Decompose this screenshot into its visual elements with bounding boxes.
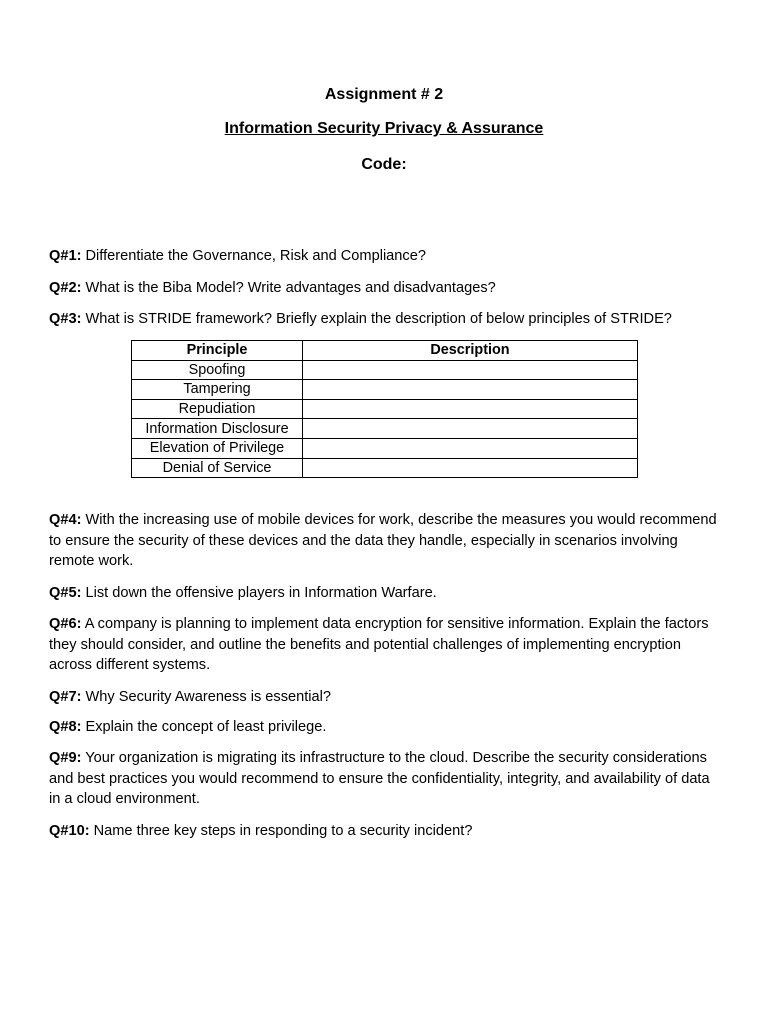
question-text: Explain the concept of least privilege. [81,719,327,735]
description-cell [303,380,638,400]
question-text: Differentiate the Governance, Risk and Compliance? [81,248,426,264]
question-text: Why Security Awareness is essential? [81,689,332,705]
principle-cell: Elevation of Privilege [132,438,303,458]
description-cell [303,438,638,458]
question-text: Name three key steps in responding to a security incident? [89,823,473,839]
question-number: Q#9: [49,750,82,766]
question-number: Q#8: [49,719,82,735]
principle-cell: Spoofing [132,360,303,380]
table-row [132,438,638,458]
table-row [132,419,638,439]
assignment-title: Assignment # 2 [324,86,444,103]
question-number: Q#5: [49,585,82,601]
principle-cell: Denial of Service [132,458,303,478]
question-8 [49,717,721,738]
question-9 [49,748,721,810]
column-header-principle: Principle [132,341,303,361]
question-4 [49,510,721,572]
question-number: Q#3: [49,311,82,327]
description-cell [303,360,638,380]
question-number: Q#2: [49,280,82,296]
question-3 [49,309,721,330]
question-text: What is STRIDE framework? Briefly explain the description of below principles of STRIDE? [81,311,672,327]
question-10 [49,821,721,842]
description-cell [303,419,638,439]
question-number: Q#10: [49,823,90,839]
course-code: Code: [361,156,407,173]
column-header-description: Description [303,341,638,361]
question-number: Q#1: [49,248,82,264]
principle-cell: Repudiation [132,399,303,419]
question-7 [49,687,721,708]
description-cell [303,399,638,419]
question-2 [49,278,721,299]
question-number: Q#6: [49,616,82,632]
table-row [132,399,638,419]
question-number: Q#4: [49,512,82,528]
question-text: A company is planning to implement data encryption for sensitive information. Explain the factors they should consider, and outline the benefits and potential challenges of implementing encryption across different systems. [49,616,709,673]
question-5 [49,583,721,604]
description-cell [303,458,638,478]
question-text: Your organization is migrating its infrastructure to the cloud. Describe the security considerations and best practices you would recommend to ensure the confidentiality, integrity, and availability of data in a cloud environment. [49,750,710,807]
question-text: What is the Biba Model? Write advantages and disadvantages? [81,280,496,296]
table-row [132,458,638,478]
stride-table [131,340,638,478]
table-header-row [132,341,638,361]
question-6 [49,614,721,676]
course-title: Information Security Privacy & Assurance [224,120,544,137]
principle-cell: Tampering [132,380,303,400]
question-number: Q#7: [49,689,82,705]
table-row [132,380,638,400]
question-text: With the increasing use of mobile devices for work, describe the measures you would recommend to ensure the security of these devices and the data they handle, especially in scenarios involving remote work. [49,512,717,569]
question-text: List down the offensive players in Information Warfare. [81,585,437,601]
question-1 [49,246,721,267]
principle-cell: Information Disclosure [132,419,303,439]
table-row [132,360,638,380]
